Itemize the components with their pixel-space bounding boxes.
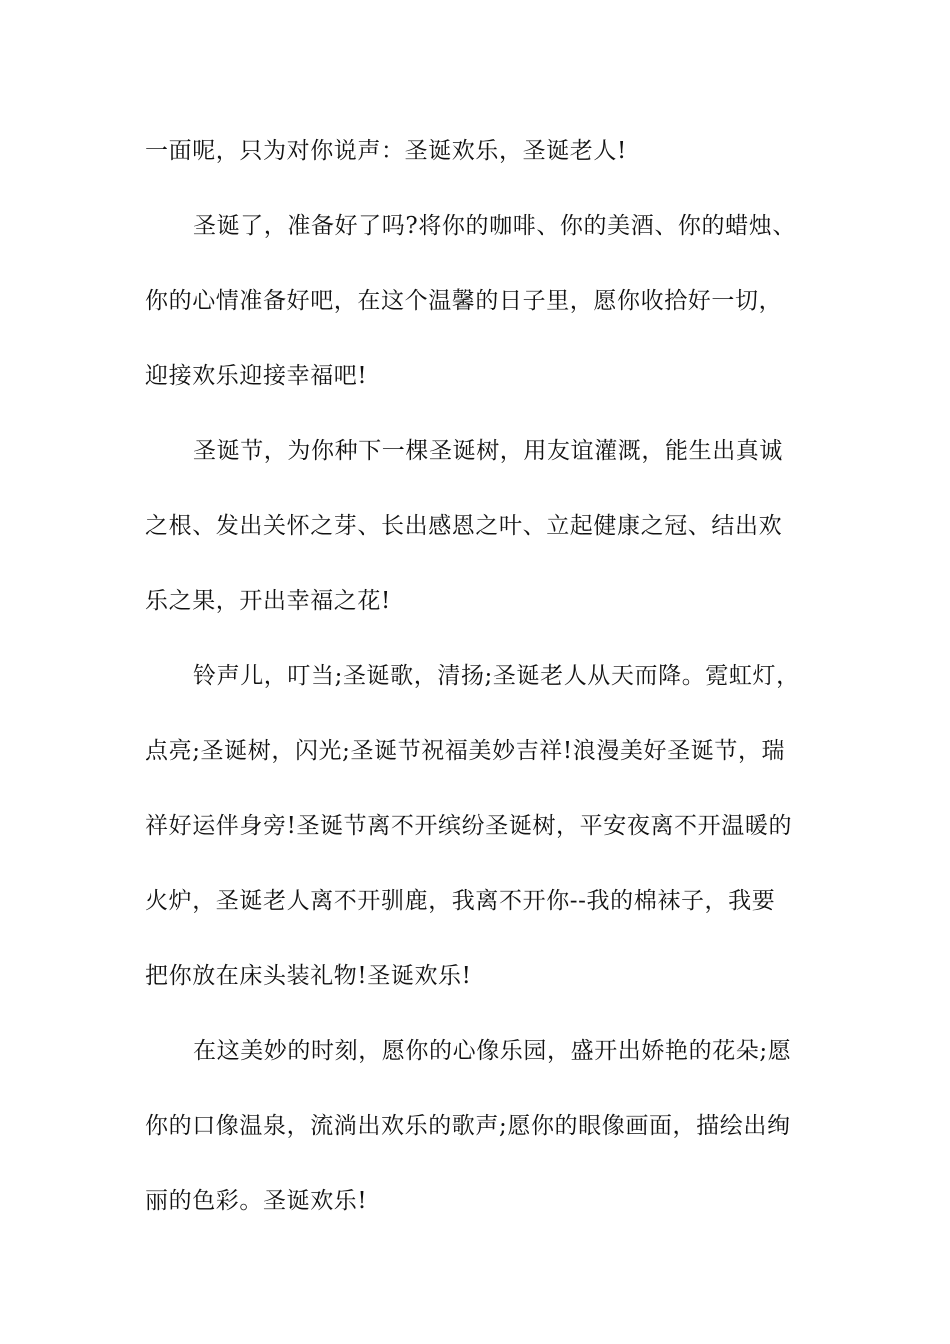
text-line-1: 一面呢，只为对你说声：圣诞欢乐，圣诞老人! <box>145 138 627 164</box>
paragraph-start-line-13: 在这美妙的时刻，愿你的心像乐园，盛开出娇艳的花朵;愿 <box>193 1038 792 1064</box>
paragraph-start-line-2: 圣诞了，准备好了吗?将你的咖啡、你的美酒、你的蜡烛、 <box>193 213 796 239</box>
text-line-10: 祥好运伴身旁!圣诞节离不开缤纷圣诞树，平安夜离不开温暖的 <box>145 813 793 839</box>
text-line-12: 把你放在床头装礼物!圣诞欢乐! <box>145 963 472 989</box>
text-line-14: 你的口像温泉，流淌出欢乐的歌声;愿你的眼像画面，描绘出绚 <box>145 1113 791 1139</box>
document-body <box>145 128 807 1253</box>
text-line-15: 丽的色彩。圣诞欢乐! <box>145 1188 368 1214</box>
paragraph-start-line-5: 圣诞节，为你种下一棵圣诞树，用友谊灌溉，能生出真诚 <box>193 438 783 464</box>
text-line-4: 迎接欢乐迎接幸福吧! <box>145 363 368 389</box>
text-line-3: 你的心情准备好吧，在这个温馨的日子里，愿你收拾好一切， <box>145 288 783 314</box>
text-line-9: 点亮;圣诞树，闪光;圣诞节祝福美妙吉祥!浪漫美好圣诞节，瑞 <box>145 738 786 764</box>
text-line-11: 火炉，圣诞老人离不开驯鹿，我离不开你--我的棉袜子，我要 <box>145 888 776 914</box>
paragraph-start-line-8: 铃声儿，叮当;圣诞歌，清扬;圣诞老人从天而降。霓虹灯， <box>193 663 800 689</box>
text-line-6: 之根、发出关怀之芽、长出感恩之叶、立起健康之冠、结出欢 <box>145 513 783 539</box>
text-line-7: 乐之果，开出幸福之花! <box>145 588 391 614</box>
